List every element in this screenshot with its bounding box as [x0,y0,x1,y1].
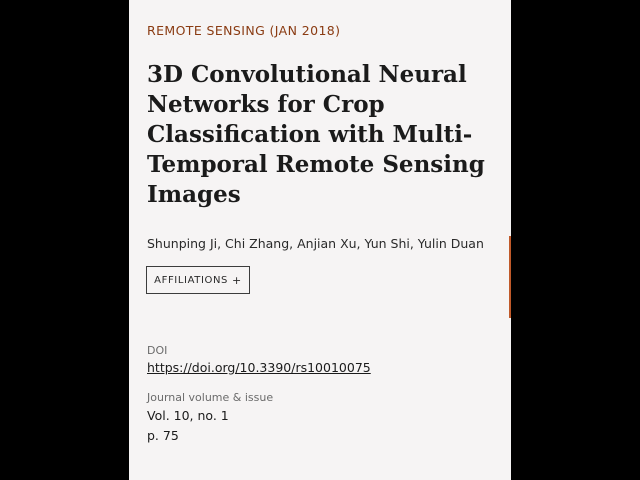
volume-value: Vol. 10, no. 1 [147,408,229,423]
scroll-indicator [509,236,511,318]
journal-kicker: REMOTE SENSING (JAN 2018) [147,23,341,38]
doi-label: DOI [147,344,168,357]
journal-volume-label: Journal volume & issue [147,391,274,404]
article-title: 3D Convolutional Neural Networks for Crop Classification with Multi-Temporal Remote Sensing Images [147,61,485,208]
doi-link[interactable]: https://doi.org/10.3390/rs10010075 [147,360,371,375]
author-list: Shunping Ji, Chi Zhang, Anjian Xu, Yun Shi, Yulin Duan [147,236,484,251]
pages-value: p. 75 [147,428,179,443]
affiliations-button[interactable] [146,266,250,294]
article-page [129,0,511,480]
plus-icon: + [232,273,242,287]
affiliations-label: AFFILIATIONS [154,274,228,286]
